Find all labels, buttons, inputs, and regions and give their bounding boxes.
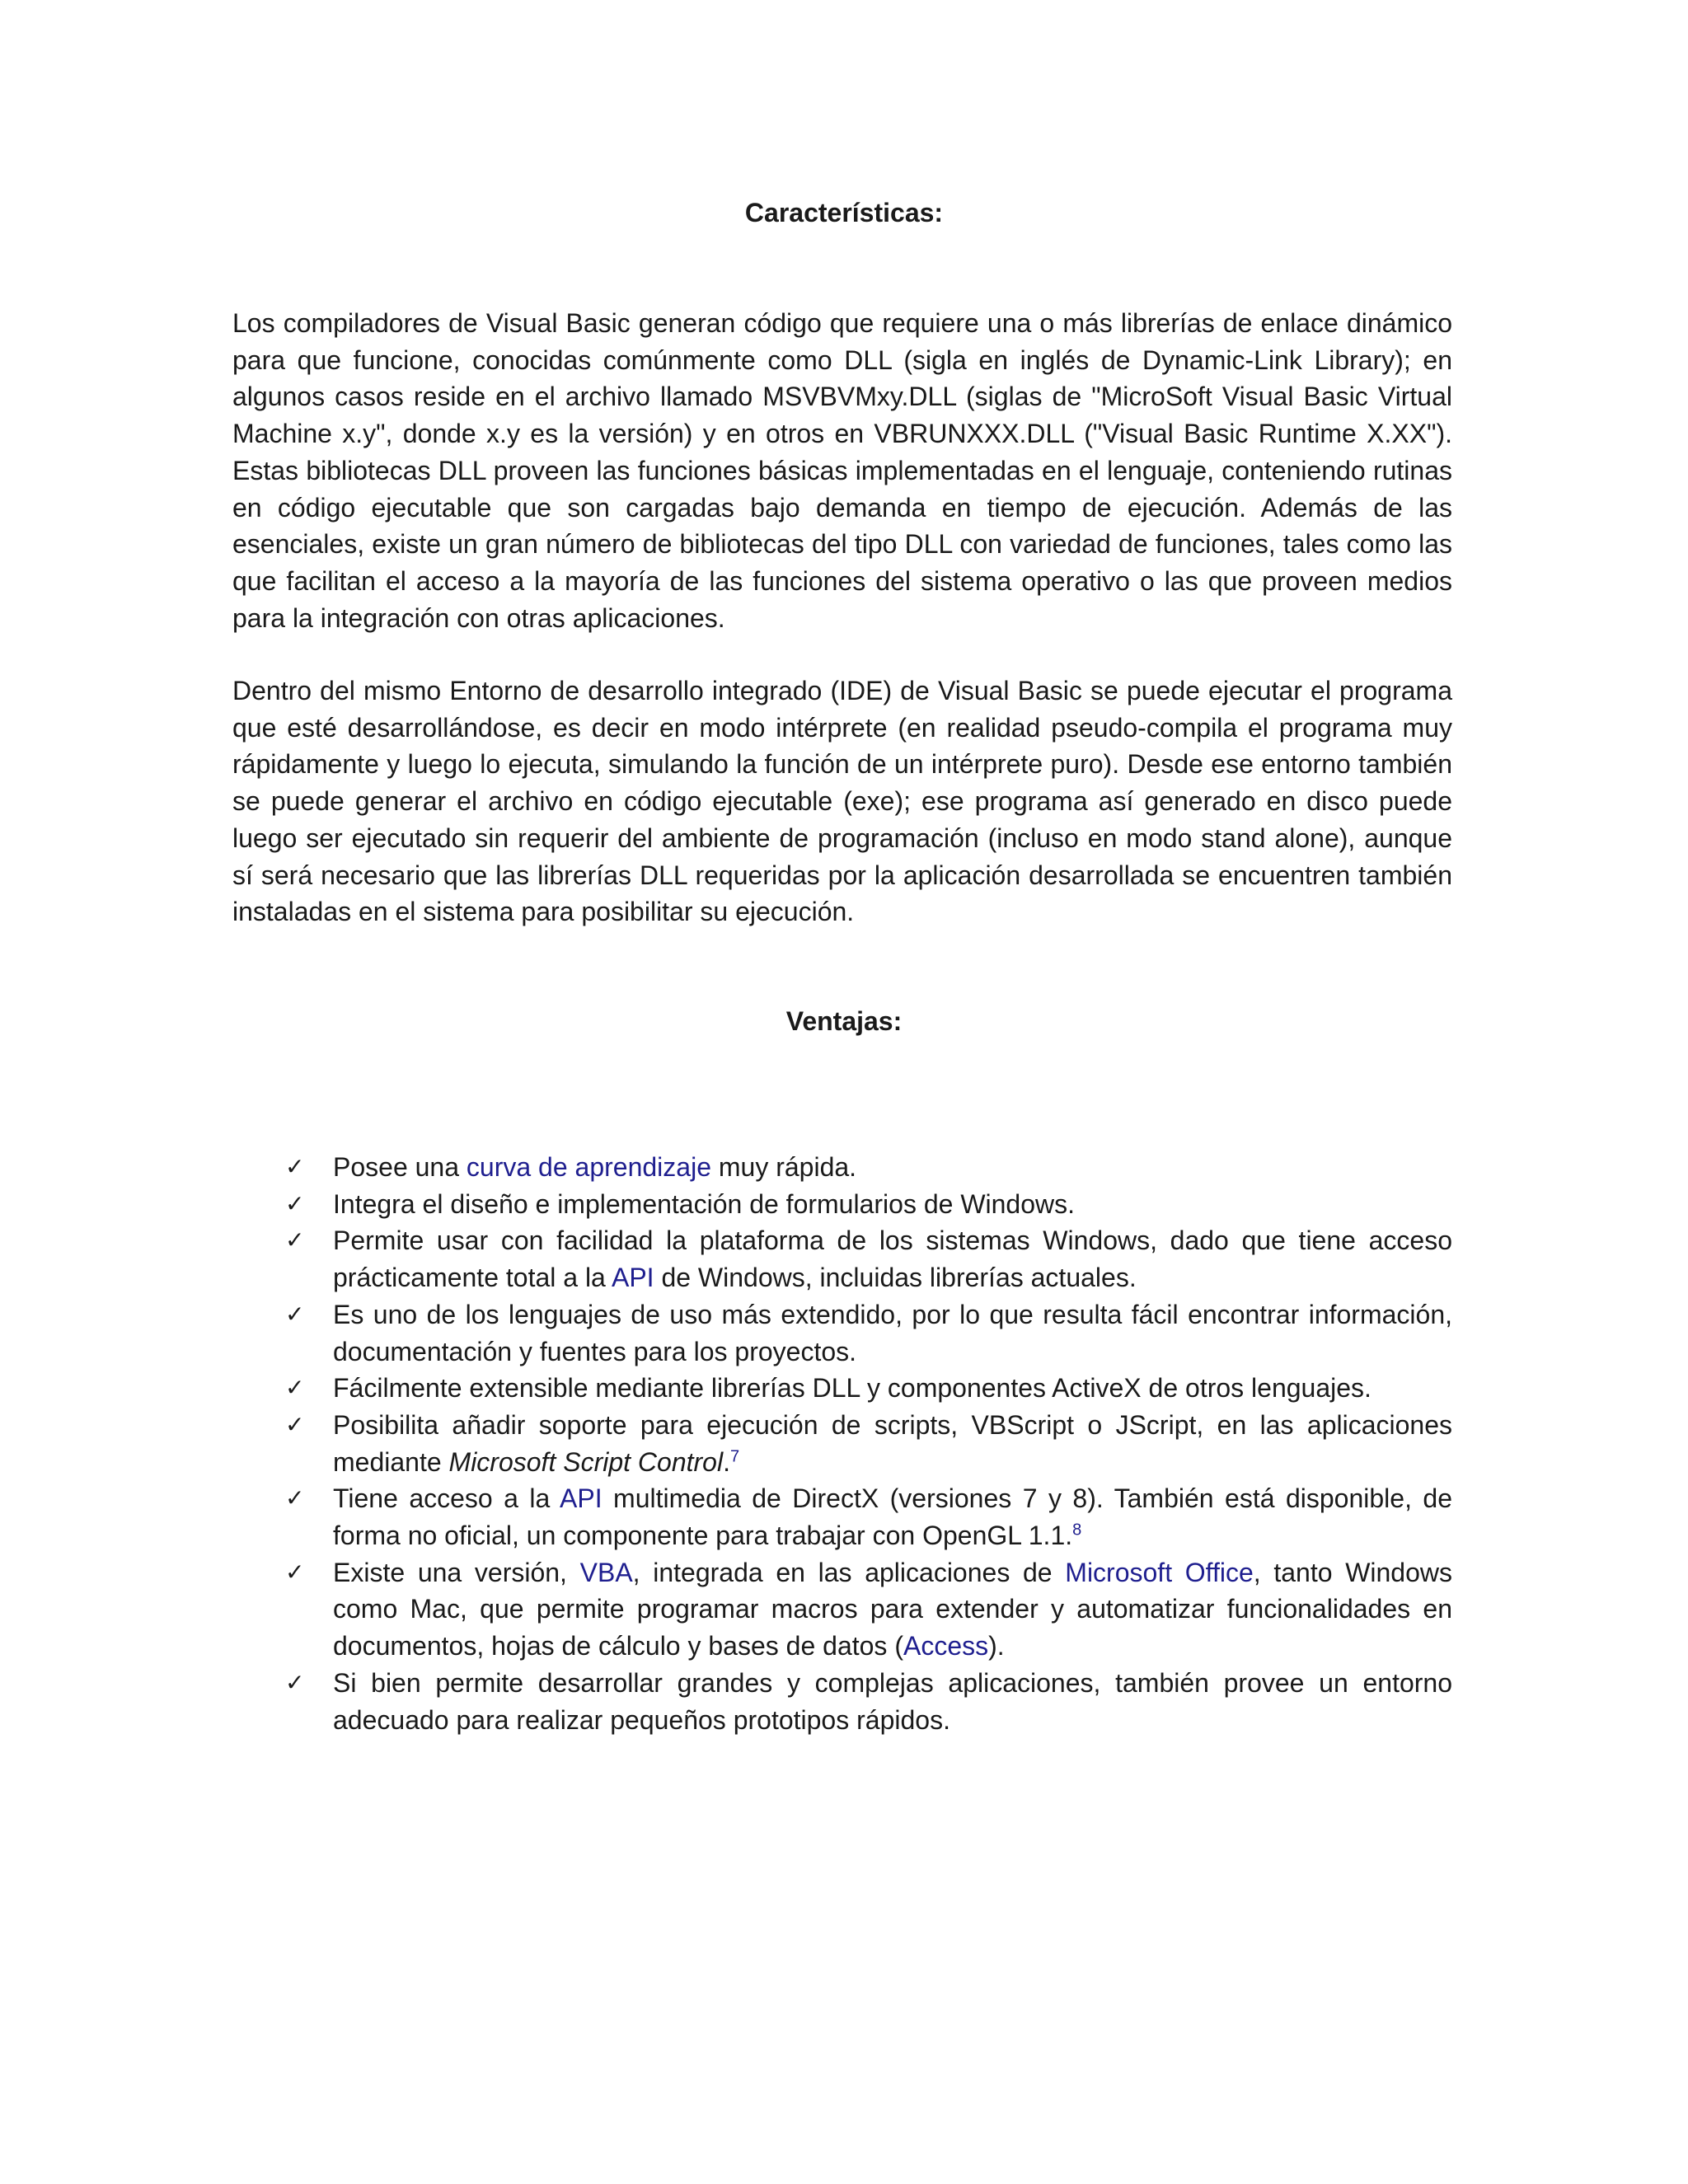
link-microsoft-office[interactable]: Microsoft Office (1065, 1557, 1254, 1587)
paragraph-compiladores: Los compiladores de Visual Basic generan código que requiere una o más librerías de enlace dinámico para que funcione, conocidas comúnmente como DLL (sigla en inglés de Dynamic-Link Library); en algunos casos reside en el archivo llamado MSVBVMxy.DLL (siglas de "MicroSoft Visual Basic Virtual Machine x.y", donde x.y es la versión) y en otros en VBRUNXXX.DLL ("Visual Basic Runtime X.XX"). Estas bibliotecas DLL proveen las funciones básicas implementadas en el lenguaje, conteniendo rutinas en código ejecutable que son cargadas bajo demanda en tiempo de ejecución. Además de las esenciales, existe un gran número de bibliotecas del tipo DLL con variedad de funciones, tales como las que facilitan el acceso a la mayoría de las funciones del sistema operativo o las que proveen medios para la integración con otras aplicaciones. (232, 308, 1452, 633)
link-api[interactable]: API (611, 1263, 654, 1293)
checkmark-icon: ✓ (285, 1558, 305, 1586)
list-item: ✓ Fácilmente extensible mediante librerías DLL y componentes ActiveX de otros lenguajes. (285, 1370, 1452, 1407)
checkmark-icon: ✓ (285, 1410, 305, 1438)
footnote-ref-8[interactable]: 8 (1072, 1521, 1082, 1540)
checkmark-icon: ✓ (285, 1189, 305, 1217)
list-item: ✓ Existe una versión, VBA, integrada en las aplicaciones de Microsoft Office, tanto Windows como Mac, que permite programar macros para extender y automatizar funcionalidades en documentos, hojas de cálculo y bases de datos (Access). (285, 1554, 1452, 1665)
italic-microsoft-script-control: Microsoft Script Control (448, 1446, 724, 1477)
list-item: ✓ Integra el diseño e implementación de formularios de Windows. (285, 1186, 1452, 1223)
checkmark-icon: ✓ (285, 1153, 305, 1180)
footnote-ref-7[interactable]: 7 (729, 1446, 740, 1465)
checkmark-icon: ✓ (285, 1484, 305, 1512)
checkmark-icon: ✓ (285, 1300, 305, 1328)
link-vba[interactable]: VBA (579, 1557, 633, 1587)
list-item: ✓ Si bien permite desarrollar grandes y complejas aplicaciones, también provee un entorno adecuado para realizar pequeños prototipos rápidos. (285, 1665, 1452, 1738)
checkmark-icon: ✓ (285, 1668, 305, 1696)
caracteristicas-heading: Características: (744, 198, 944, 227)
paragraph-entorno-ide: Dentro del mismo Entorno de desarrollo integrado (IDE) de Visual Basic se puede ejecutar el programa que esté desarrollándose, es decir en modo intérprete (en realidad pseudo-compila el programa muy rápidamente y luego lo ejecuta, simulando la función de un intérprete puro). Desde ese entorno también se puede generar el archivo en código ejecutable (exe); ese programa así generado en disco puede luego ser ejecutado sin requerir del ambiente de programación (incluso en modo stand alone), aunque sí será necesario que las librerías DLL requeridas por la aplicación desarrollada se encuentren también instaladas en el sistema para posibilitar su ejecución. (232, 676, 1452, 927)
ventajas-heading: Ventajas: (785, 1006, 903, 1036)
ventajas-list (285, 1149, 1452, 1738)
link-api[interactable]: API (560, 1483, 603, 1514)
list-item: ✓ Posee una curva de aprendizaje muy rápida. (285, 1149, 1452, 1186)
list-item: ✓ Tiene acceso a la API multimedia de DirectX (versiones 7 y 8). También está disponible, de forma no oficial, un componente para trabajar con OpenGL 1.1.$^8$ (285, 1480, 1452, 1554)
checkmark-icon: ✓ (285, 1374, 305, 1402)
checkmark-icon: ✓ (285, 1226, 305, 1254)
link-access[interactable]: Access (903, 1631, 989, 1661)
link-curva-de-aprendizaje[interactable]: curva de aprendizaje (466, 1152, 711, 1182)
list-item: ✓ Permite usar con facilidad la plataforma de los sistemas Windows, dado que tiene acceso prácticamente total a la API de Windows, incluidas librerías actuales. (285, 1222, 1452, 1296)
list-item: ✓ Posibilita añadir soporte para ejecución de scripts, VBScript o JScript, en las aplicaciones mediante Microsoft Script Control.$^7$ (285, 1407, 1452, 1480)
list-item: ✓ Es uno de los lenguajes de uso más extendido, por lo que resulta fácil encontrar información, documentación y fuentes para los proyectos. (285, 1296, 1452, 1370)
